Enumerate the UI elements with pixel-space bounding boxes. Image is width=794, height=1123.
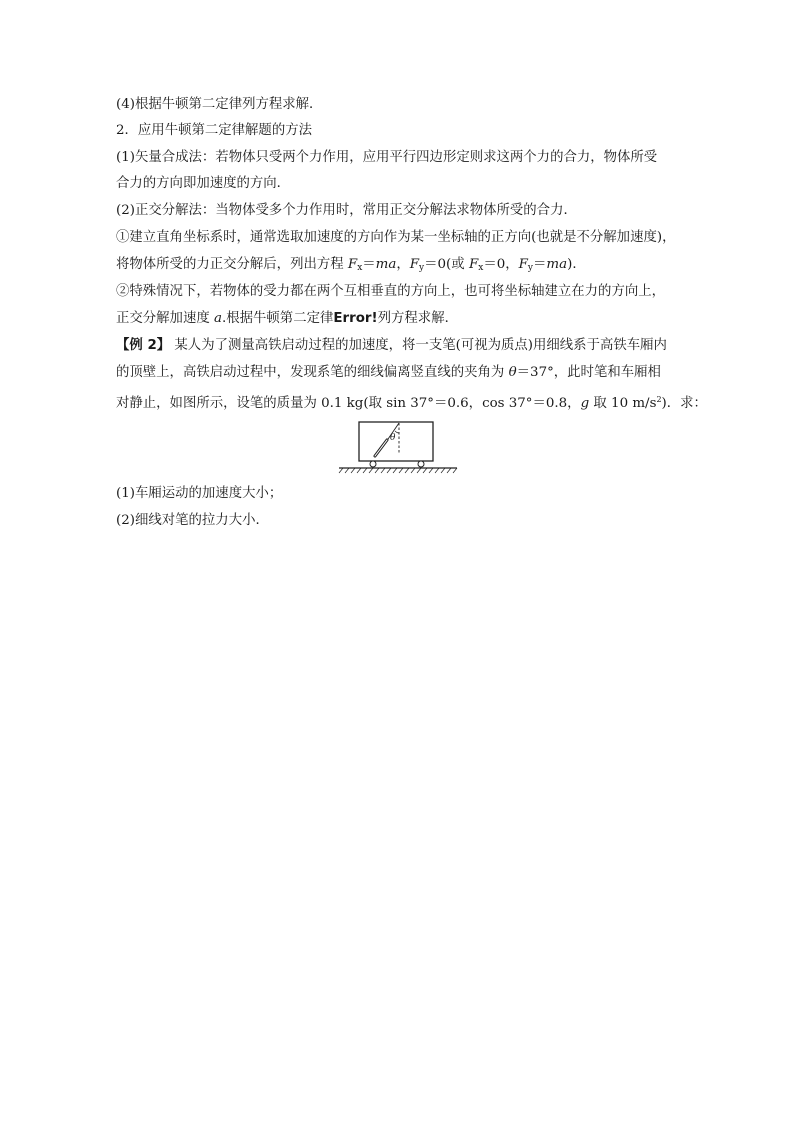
point-1-text: ①建立直角坐标系时，通常选取加速度的方向作为某一坐标轴的正方向(也就是不分解加速度)， [116,230,676,245]
train-car-figure [337,418,459,476]
method-1-text-cont: 合力的方向即加速度的方向． [116,176,291,191]
example-2-line-2: 的顶壁上，高铁启动过程中，发现系笔的细线偏离竖直线的夹角为 θ＝37°，此时笔和车厢相 [116,365,661,380]
section-2-heading: 2．应用牛顿第二定律解题的方法 [116,123,312,138]
method-2-text: (2)正交分解法：当物体受多个力作用时，常用正交分解法求物体所受的合力． [116,203,577,218]
step-4-text: (4)根据牛顿第二定律列方程求解． [116,97,323,112]
wheel-left [370,461,376,467]
example-2-line-3: 对静止，如图所示，设笔的质量为 0.1 kg(取 sin 37°＝0.6，cos 37°＝0.8，g 取 10 $m/s^2$)．求： [116,395,707,411]
angle-arc [395,431,399,433]
example-2-line-1: 【例 2】 某人为了测量高铁启动过程的加速度，将一支笔(可视为质点)用细线系于高铁车厢内 [116,338,667,353]
wheel-right [418,461,424,467]
ground-hatching [339,468,457,473]
question-2: (2)细线对笔的拉力大小． [116,513,269,528]
point-2-text: ②特殊情况下，若物体的受力都在两个互相垂直的方向上，也可将坐标轴建立在力的方向上， [116,284,666,299]
question-1: (1)车厢运动的加速度大小； [116,486,283,501]
method-1-text: (1)矢量合成法：若物体只受两个力作用，应用平行四边形定则求这两个力的合力，物体所受 [116,150,658,165]
point-2-text-cont: 正交分解加速度 a.根据牛顿第二定律Error!列方程求解． [116,311,458,326]
angle-label: θ [390,433,396,443]
point-1-equation-line: 将物体所受的力正交分解后，列出方程 $F_x=ma$，$F_y=0$(或 $F_x=0$，$F_y=ma$)． [116,257,586,273]
example-2-label: 【例 2】 [116,338,171,353]
